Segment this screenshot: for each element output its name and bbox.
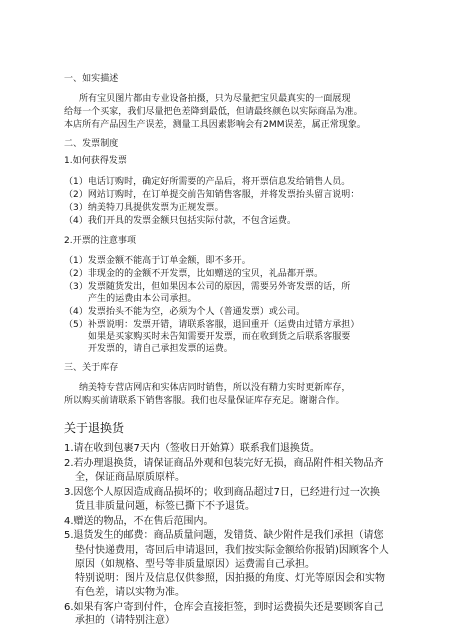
list-item: （1）发票金额不能高于订单金额，即不多开。 (64, 256, 251, 266)
returns-line: 货且非质量问题，标签已撕下不予退货。 (75, 501, 255, 512)
returns-line: 3.因您个人原因造成商品损坏的；收到商品超过7日，已经进行过一次换 (64, 487, 380, 498)
returns-line: 全，保证商品原质原样。 (75, 472, 185, 483)
list-item: （3）纳美特刀具提供发票为正规发票。 (64, 203, 224, 213)
list-item: （5）补票说明：发票开错，请联系客服，退回重开（运费由过错方承担） (64, 320, 360, 330)
list-item: （2）非现金的的金额不开发票，比如赠送的宝贝，礼品都开票。 (64, 269, 324, 279)
paragraph-line: 所有宝贝图片都由专业设备拍摄，只为尽量把宝贝最真实的一面展现 (79, 94, 351, 104)
list-item: （1）电话订购时，确定好所需要的产品后，将开票信息发给销售人员。 (64, 177, 351, 187)
returns-line: 垫付快递费用，寄回后申请退回，我们按实际金额给你报销)因顾客个人 (75, 545, 389, 556)
list-item: （3）发票随货发出，但如果因本公司的原因，需要另外寄发票的话，所 (64, 282, 351, 292)
list-item: （2）网站订购时，在订单提交前告知销售客服，并将发票抬头留言说明： (64, 190, 360, 200)
paragraph-line: 所以购买前请联系下销售客服。我们也尽量保证库存充足。谢谢合作。 (64, 396, 345, 406)
returns-line: 特别说明：图片及信息仅供参照，因拍摄的角度、灯光等原因会和实物 (75, 573, 385, 584)
list-item: （4）我们开具的发票金额只包括实际付款，不包含运费。 (64, 216, 297, 226)
list-item-continuation: 产生的运费由本公司承担。 (88, 294, 197, 304)
list-item-continuation: 开发票的，请自己承担发票的运费。 (88, 344, 233, 354)
returns-line: 2.若办理退换货，请保证商品外观和包装完好无损，商品附件相关物品齐 (64, 458, 384, 469)
subsection-title: 2.开票的注意事项 (64, 236, 137, 246)
returns-line: 原因（如规格、型号等非质量原因）运费需自己承担。 (75, 559, 315, 570)
paragraph-line: 本店所有产品因生产误差，测量工具因素影响会有2MM误差，属正常现象。 (64, 120, 366, 130)
list-item: （4）发票抬头不能为空，必须为个人（普通发票）或公司。 (64, 307, 306, 317)
section-heading: 三、关于库存 (64, 363, 119, 373)
returns-line: 承担的（请特别注意） (75, 615, 175, 626)
returns-title: 关于退换货 (64, 421, 125, 435)
paragraph-line: 纳美特专营店网店和实体店同时销售，所以没有精力实时更新库存， (79, 383, 351, 393)
paragraph-line: 给每一个买家，我们尽量把色差降到最低，但请最终颜色以实际商品为准。 (64, 107, 363, 117)
list-item-continuation: 如果是买家购买时未告知需要开发票，而在收到货之后联系客服要 (88, 332, 351, 342)
returns-line: 6.如果有客户寄到付件，仓库会直接拒签，到时运费损失还是要顾客自己 (64, 602, 384, 613)
returns-line: 5.退货发生的邮费：商品质量问题，发错货、缺少附件是我们承担（请您 (64, 530, 384, 541)
subsection-title: 1.如何获得发票 (64, 156, 127, 166)
section-heading: 二、发票制度 (64, 139, 119, 149)
returns-line: 1.请在收到包裹7天内（签收日开始算）联系我们退换货。 (64, 443, 320, 454)
section-heading: 一、如实描述 (64, 74, 119, 84)
returns-line: 有色差，请以实物为准。 (75, 587, 185, 598)
returns-line: 4.赠送的物品，不在售后范围内。 (64, 516, 214, 527)
